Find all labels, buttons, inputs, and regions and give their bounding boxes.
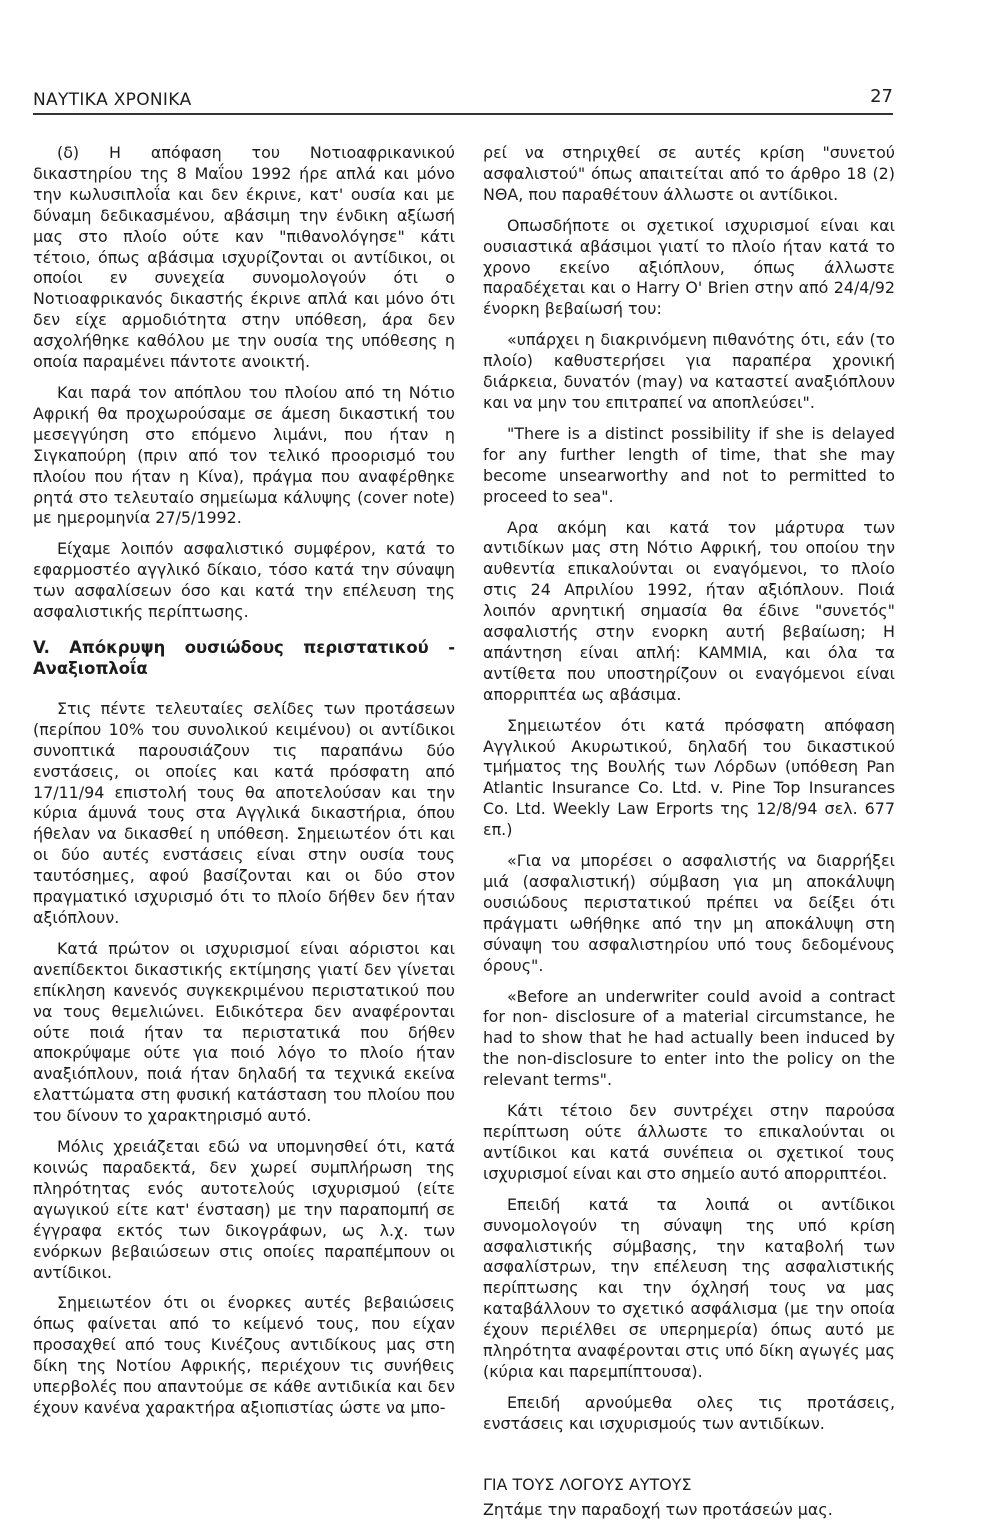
paragraph: Επειδή κατά τα λοιπά οι αντίδικοι συνομολογούν τη σύναψη της υπό κρίση ασφαλιστικής σύμβασης, την καταβολή των ασφαλίστρων, την επέλευση της ασφαλιστικής περίπτωσης και την όχλησή τους να μας καταβάλλουν το σχετικό ασφάλισμα (με την οποία έχουν περιέλθει σε υπερημερία) όπως αυτό με πληρότητα αναφέρονται στις υπό δίκη αγωγές μας (κύρια και παρεμπίπτουσα). [483,1194,895,1381]
section-heading: V. Απόκρυψη ουσιώδους περιστατικού - Αναξιοπλοΐα [33,637,455,678]
quote-greek: «Για να μπορέσει ο ασφαλιστής να διαρρήξει μιά (ασφαλιστική) σύμβαση για μη αποκάλυψη ουσιώδους περιστατικού πρέπει να δείξει ότι πράγματι ωθήθηκε από την μη αποκάλυψη στη σύναψη του ασφαλιστηρίου υπό τους δεδομένους όρους". [483,851,895,975]
paragraph: Κάτι τέτοιο δεν συντρέχει στην παρούσα περίπτωση ούτε άλλωστε το επικαλούνται οι αντίδικοι και κατά συνέπεια οι σχετικοί τους ισχυρισμοί είναι και στο σημείο αυτό απορριπτέοι. [483,1101,895,1183]
paragraph: Είχαμε λοιπόν ασφαλιστικό συμφέρον, κατά το εφαρμοστέο αγγλικό δίκαιο, τόσο κατά την σύναψη των ασφαλίσεων όσο και κατά την επέλευση της ασφαλιστικής περίπτωσης. [33,539,455,622]
paragraph: Αρα ακόμη και κατά τον μάρτυρα των αντιδίκων μας στη Νότιο Αφρική, του οποίου την αυθεντία επικαλούνται οι εναγόμενοι, το πλοίο στις 24 Απριλίου 1992, ήταν αξιόπλουν. Ποιά λοιπόν αρνητική σημασία θα έδινε "συνετός" ασφαλιστής στην ενορκη αυτή βεβαίωση; Η απάντηση είναι απλή: ΚΑΜΜΙΑ, και όλα τα αντίθετα που υποστηρίζουν οι εναγόμενοι είναι απορριπτέα ως αβάσιμα. [483,517,895,704]
paragraph: Κατά πρώτον οι ισχυρισμοί είναι αόριστοι και ανεπίδεκτοι δικαστικής εκτίμησης γιατί δεν γίνεται επίκληση κανενός συγκεκριμένου περιστατικού που να τους θεμελιώνει. Ειδικότερα δεν αναφέρονται ούτε ποιά ήταν τα περιστατικά που δήθεν αποκρύψαμε ούτε για ποιό λόγο το πλοίο ήταν αναξιόπλουν, ποιά ήταν δηλαδή τα τεχνικά εκείνα ελαττώματα στη φυσική κατάσταση του πλοίου που του δίνουν το χαρακτηρισμό αυτό. [33,938,455,1126]
quote-greek: «υπάρχει η διακρινόμενη πιθανότης ότι, εάν (το πλοίο) καθυστερήσει για παραπέρα χρονική διάρκεια, δυνατόν (may) να καταστεί αναξιόπλουν και να μην του επιτραπεί να αποπλεύσει". [483,330,895,412]
paragraph: Στις πέντε τελευταίες σελίδες των προτάσεων (περίπου 10% του συνολικού κειμένου) οι αντίδικοι συνοπτικά παρουσιάζουν τις παραπάνω δύο ενστάσεις, οι οποίες και κατά πρόσφατη από 17/11/94 επιστολή τους θα αποτελούσαν και την κύρια άμυνά τους στα Αγγλικά δικαστήρια, όπου ήθελαν να δικασθεί η υπόθεση. Σημειωτέον ότι και οι δύο αυτές ενστάσεις είναι στην ουσία τους ταυτόσημες, αφού βασίζονται και οι δύο στον πραγματικό ισχυρισμό ότι το πλοίο δήθεν δεν ήταν αξιόπλουν. [33,698,455,927]
header-rule [33,113,893,115]
left-column [33,143,455,1429]
paragraph: Επειδή αρνούμεθα ολες τις προτάσεις, ενστάσεις και ισχυρισμούς των αντιδίκων. [483,1392,895,1433]
paragraph: Οπωσδήποτε οι σχετικοί ισχυρισμοί είναι και ουσιαστικά αβάσιμοι γιατί το πλοίο ήταν κατά το χρονο εκείνο αξιόπλουν, όπως άλλωστε παραδέχεται και ο Harry O' Brien στην από 24/4/92 ένορκη βεβαίωσή του: [483,215,895,319]
page-number: 27 [870,86,893,107]
paragraph: Και παρά τον απόπλου του πλοίου από τη Νότιο Αφρική θα προχωρούσαμε σε άμεση δικαστική του μεσεγγύηση στο επόμενο λιμάνι, που ήταν η Σιγκαπούρη (πριν από τον τελικό προορισμό του πλοίου που ήταν η Κίνα), πράγμα που αναφέρθηκε ρητά στο τελευταίο σημείωμα κάλυψης (cover note) με ημερομηνία 27/5/1992. [33,382,455,528]
paragraph: (δ) Η απόφαση του Νοτιοαφρικανικού δικαστηρίου της 8 Μαΐου 1992 ήρε απλά και μόνο την κωλυσιπλοΐα και δεν έκρινε, κατ' ουσία και με δύναμη δεδικασμένου, αβάσιμη την ένδικη αξίωσή μας στο πλοίο ούτε καν "πιθανολόγησε" κάτι τέτοιο, όπως αβάσιμα ισχυρίζονται οι αντίδικοι, οι οποίοι εν συνεχεία συνομολογούν ότι ο Νοτιοαφρικανός δικαστής έκρινε απλά και μόνο ότι δεν είχε αρμοδιότητα στην υπόθεση, άρα δεν ασχολήθηκε καθόλου με την ουσία της υπόθεσης η οποία παραμένει πάντοτε ανοικτή. [33,143,455,372]
page-header [33,86,893,114]
paragraph: Σημειωτέον ότι οι ένορκες αυτές βεβαιώσεις όπως φαίνεται από το κείμενό τους, που είχαν προσαχθεί από τους Κινέζους αντιδίκους μας στη δίκη της Νοτίου Αφρικής, περιέχουν τις συνήθεις υπερβολές που απαντούμε σε κάθε αντιδικία και δεν έχουν κανένα χαρακτήρα αξιοπιστίας ώστε να μπο- [33,1293,455,1417]
paragraph: ρεί να στηριχθεί σε αυτές κρίση "συνετού ασφαλιστού" όπως απαιτείται από το άρθρο 18 (2) ΝΘΑ, που παραθέτουν άλλωστε οι αντίδικοι. [483,143,895,204]
running-title: ΝΑΥΤΙΚΑ ΧΡΟΝΙΚΑ [33,90,192,110]
closing-line: Ζητάμε την παραδοχή των προτάσεών μας. [483,1499,833,1519]
paragraph: Σημειωτέον ότι κατά πρόσφατη απόφαση Αγγλικού Ακυρωτικού, δηλαδή του δικαστικού τμήματος της Βουλής των Λόρδων (υπόθεση Pan Atlantic Insurance Co. Ltd. v. Pine Top Insurances Co. Ltd. Weekly Law Erports της 12/8/94 σελ. 677 επ.) [483,715,895,840]
quote-english: «Before an underwriter could avoid a contract for non- disclosure of a material circumstance, he had to show that he had actually been induced by the non-disclosure to enter into the policy on the relevant terms". [483,986,895,1090]
closing-title: ΓΙΑ ΤΟΥΣ ΛΟΓΟΥΣ ΑΥΤΟΥΣ [483,1474,692,1494]
quote-english: "There is a distinct possibility if she is delayed for any further length of time, that she may become unsearworthy and not to permitted to proceed to sea". [483,423,895,506]
paragraph: Μόλις χρειάζεται εδώ να υπομνησθεί ότι, κατά κοινώς παραδεκτά, δεν χωρεί συμπλήρωση της πληρότητας ενός αυτοτελούς ισχυρισμού (είτε αγωγικού είτε κατ' ένσταση) με την παραπομπή σε έγγραφα εκτός των δικογράφων, ως λ.χ. των ενόρκων βεβαιώσεων στις οποίες παραπέμπουν οι αντίδικοι. [33,1137,455,1282]
right-column [483,143,895,1530]
